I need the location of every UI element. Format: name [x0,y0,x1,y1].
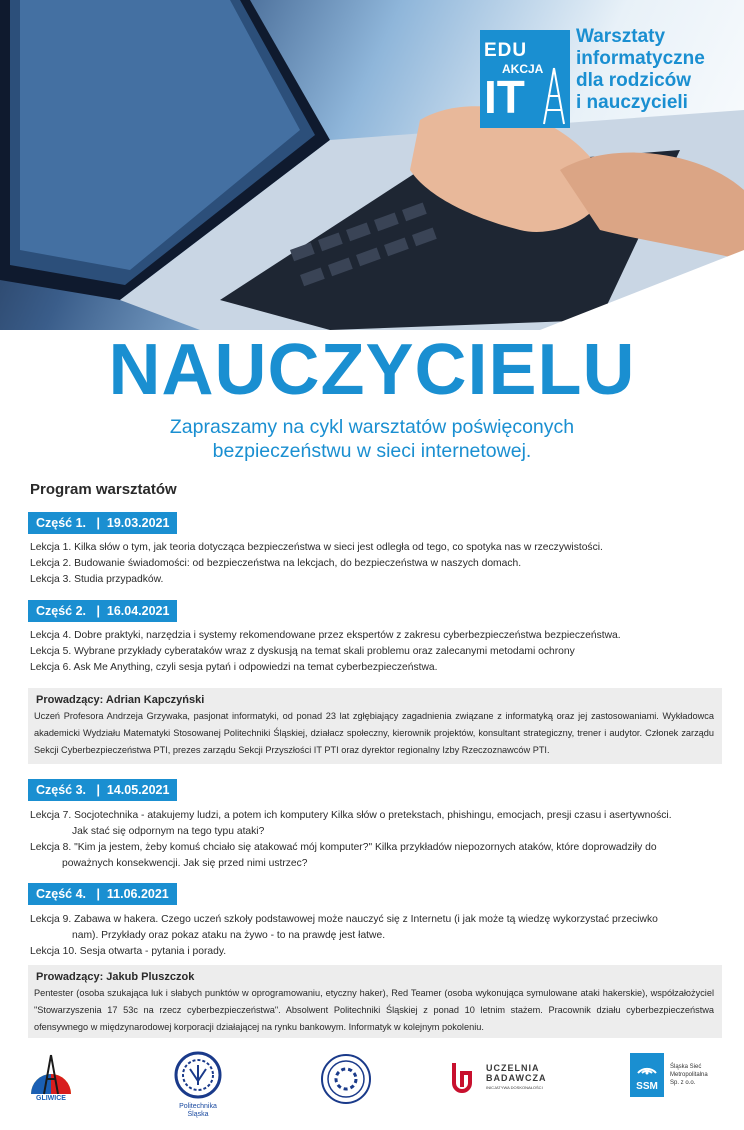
lecturer-1-box [28,688,722,764]
tower-icon [542,66,566,126]
lesson-4: Lekcja 4. Dobre praktyki, narzędzia i systemy rekomendowane przez ekspertów z zakresu cyberbezpieczeństwa bezpieczeństwa. [30,630,621,641]
sponsor-logos [0,1045,744,1130]
tagline-line-1: Warsztaty [576,26,666,47]
lesson-1: Lekcja 1. Kilka słów o tym, jak teoria dotycząca bezpieczeństwa w sieci jest odległa od tego, co spotyka nas w rzeczywistości. [30,542,603,553]
uczelnia-label-1: UCZELNIA [486,1063,540,1073]
lesson-9-cont: nam). Przykłady oraz pokaz ataku na żywo - to na prawdę jest łatwe. [72,930,386,941]
ssm-logo [630,1053,740,1103]
ssm-label-2: Metropolitalna [670,1072,708,1078]
gear-seal-icon [320,1053,372,1105]
lesson-8-cont: poważnych konsekwencji. Jak się przed nimi ustrzec? [62,858,308,869]
logo-it-text: IT [484,71,525,123]
polsl-label-2: Śląska [187,1111,209,1118]
part-2-header: Część 2. | 16.04.2021 [28,600,177,622]
lesson-3: Lekcja 3. Studia przypadków. [30,574,164,585]
polsl-emblem-icon [168,1051,228,1099]
part-1-header: Część 1. | 19.03.2021 [28,512,177,534]
tagline-line-3: dla rodziców [576,70,692,91]
seal-logo [320,1053,372,1105]
part-4-lessons [30,912,720,960]
tagline-line-2: informatyczne [576,48,705,69]
tagline-line-4: i nauczycieli [576,92,688,113]
lecturer-2-box [28,965,722,1038]
ssm-badge [630,1053,664,1097]
part-3-header: Część 3. | 14.05.2021 [28,779,177,801]
page-title: NAUCZYCIELU [108,330,636,410]
wifi-icon [630,1053,664,1079]
lesson-7-cont: Jak stać się odpornym na tego typu ataki? [72,826,265,837]
gliwice-emblem-icon [26,1049,76,1099]
polsl-label [168,1103,228,1119]
gliwice-label: GLIWICE [36,1095,66,1102]
lesson-9: Lekcja 9. Zabawa w hakera. Czego uczeń szkoły podstawowej może nauczyć się z Internetu (i jak może tą wiedzę wykorzystać przeciwko [30,914,658,925]
lesson-2: Lekcja 2. Budowanie świadomości: od bezpieczeństwa na lekcjach, do bezpieczeństwa w naszych domach. [30,558,522,569]
lesson-10: Lekcja 10. Sesja otwarta - pytania i porady. [30,946,227,957]
lesson-7: Lekcja 7. Socjotechnika - atakujemy ludzi, a potem ich komputery Kilka słów o pretekstach, phishingu, emocjach, presji czasu i asertywności. [30,810,672,821]
ssm-label-1: Śląska Sieć [670,1064,702,1070]
lesson-6: Lekcja 6. Ask Me Anything, czyli sesja pytań i odpowiedzi na temat cyberbezpieczeństwa. [30,662,438,673]
ssm-label [670,1063,708,1087]
uczelnia-badawcza-logo [448,1059,548,1099]
part-4-header: Część 4. | 11.06.2021 [28,883,177,905]
lecturer-1-bio: Uczeń Profesora Andrzeja Grzywaka, pasjonat informatyki, od ponad 23 lat zgłębiający zagadnienia związane z informatyką oraz jej zastosowaniami. Wykładowca akademicki Wydziału Matematyki Stosowanej Politechniki Śląskiej, działacz społeczny, kierownik projektów, konsultant strategiczny, trener i audytor. Członek zarządu Sekcji Cyberbezpieczeństwa PTI, prezes zarządu Sekcji Przyszłości IT PTI oraz dyrektor regionalny Izby Rzeczoznawców PTI. [34,711,714,755]
part-2-lessons [30,628,720,676]
lecturer-2-heading: Prowadzący: Jakub Pluszczok [36,971,195,983]
part-3-lessons [30,808,720,872]
uczelnia-emblem-icon [448,1059,482,1095]
lesson-8: Lekcja 8. "Kim ja jestem, żeby komuś chciało się atakować mój komputer?" Kilka przykładów niepozornych ataków, które doprowadziły do [30,842,657,853]
lecturer-2-bio: Pentester (osoba szukająca luk i słabych punktów w oprogramowaniu, etyczny haker), Red Teamer (osoba wykonująca symulowane ataki hakerskie), współzałożyciel "Stowarzyszenia 17 53c na rzecz cyberbezpieczeństwa". Absolwent Politechniki Śląskiej z ponad 10 letnim stażem. Pracownik działu cyberbezpieczeństwa ofensywnego w międzynarodowej korporacji działającej na rynku bankowym. Informatyk w kolejnym pokoleniu. [34,988,714,1032]
brand-tagline [576,26,736,114]
subtitle: Zapraszamy na cykl warsztatów poświęconych bezpieczeństwu w sieci internetowej. [169,416,575,462]
uczelnia-label [486,1063,547,1093]
polsl-logo [168,1051,228,1121]
polsl-label-1: Politechnika [179,1103,217,1110]
uczelnia-label-2: BADAWCZA [486,1073,547,1083]
ssm-badge-text: SSM [636,1081,658,1092]
gliwice-logo [26,1049,76,1109]
program-title: Program warsztatów [30,481,177,498]
hero-image [0,0,744,330]
edu-akcja-it-logo [480,30,570,128]
lecturer-1-heading: Prowadzący: Adrian Kapczyński [36,694,205,706]
logo-edu-text: EDU [484,40,528,61]
lesson-5: Lekcja 5. Wybrane przykłady cyberataków wraz z dyskusją na temat skali problemu oraz zalecanymi metodami ochrony [30,646,575,657]
uczelnia-label-3: INICJATYWA DOSKONAŁOŚCI [486,1085,543,1090]
edu-akcja-it-brand [480,24,730,134]
ssm-label-3: Sp. z o.o. [670,1080,696,1086]
part-1-lessons [30,540,720,588]
logo-akcja-text: AKCJA [502,62,544,76]
